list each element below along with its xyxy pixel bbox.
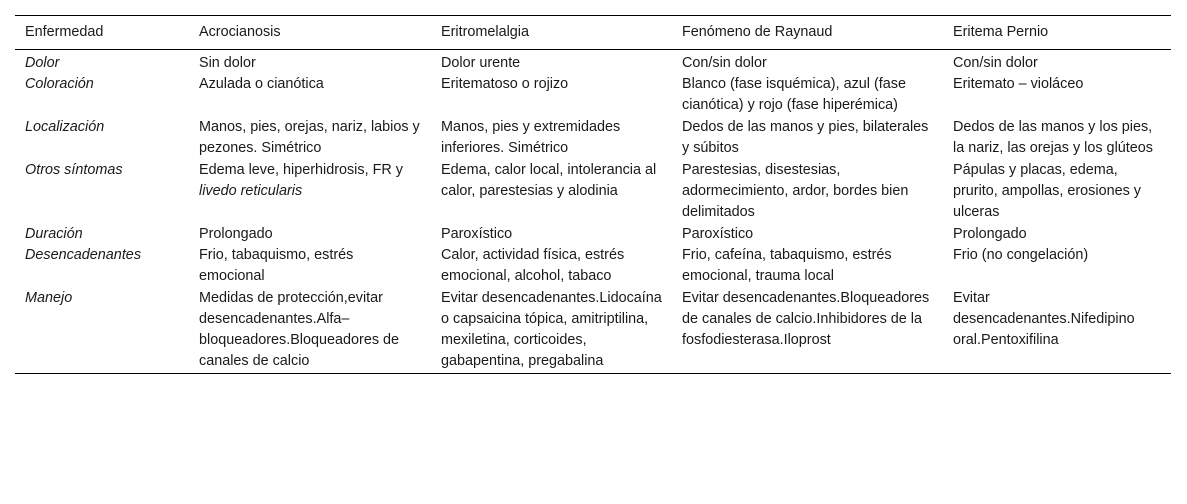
table-cell: Frio, tabaquismo, estrés emocional bbox=[199, 247, 354, 284]
table-cell: Con/sin dolor bbox=[682, 55, 767, 71]
table-cell: Prolongado bbox=[953, 226, 1027, 242]
table-cell: Dolor urente bbox=[441, 55, 521, 71]
row-label: Localización bbox=[25, 119, 105, 135]
row-label: Coloración bbox=[25, 76, 94, 92]
table-cell: Azulada o cianótica bbox=[199, 76, 324, 92]
table-row-duracion bbox=[15, 224, 1171, 245]
header-cell-raynaud: Fenómeno de Raynaud bbox=[682, 24, 833, 40]
table-row-manejo bbox=[15, 288, 1171, 374]
table-cell: Evitar desencadenantes.Nifedipino oral.Pentoxifilina bbox=[953, 290, 1135, 348]
table-cell: Manos, pies, orejas, nariz, labios y pezones. Simétrico bbox=[199, 119, 420, 156]
table-cell: Dedos de las manos y pies, bilaterales y súbitos bbox=[682, 119, 929, 156]
table-cell: Evitar desencadenantes.Lidocaína o capsaicina tópica, amitriptilina, mexiletina, corticoides, gabapentina, pregabalina bbox=[441, 290, 662, 369]
table-cell bbox=[189, 160, 431, 224]
table-row-coloracion bbox=[15, 74, 1171, 117]
cell-text: Edema leve, hiperhidrosis, FR y bbox=[199, 162, 403, 178]
table-cell: Blanco (fase isquémica), azul (fase cianótica) y rojo (fase hiperémica) bbox=[682, 76, 906, 113]
header-cell-enfermedad: Enfermedad bbox=[25, 24, 104, 40]
table-cell: Parestesias, disestesias, adormecimiento, ardor, bordes bien delimitados bbox=[682, 162, 909, 220]
header-cell-eritromelalgia: Eritromelalgia bbox=[441, 24, 529, 40]
table-cell: Sin dolor bbox=[199, 55, 256, 71]
table-cell: Evitar desencadenantes.Bloqueadores de canales de calcio.Inhibidores de la fosfodiesterasa.Iloprost bbox=[682, 290, 930, 348]
table-row-dolor bbox=[15, 50, 1171, 75]
cell-italic-text: livedo reticularis bbox=[199, 183, 303, 199]
header-cell-acrocianosis: Acrocianosis bbox=[199, 24, 281, 40]
table-cell: Frio, cafeína, tabaquismo, estrés emocional, trauma local bbox=[682, 247, 892, 284]
table-cell: Eritematoso o rojizo bbox=[441, 76, 569, 92]
row-label: Otros síntomas bbox=[25, 162, 123, 178]
table-cell: Dedos de las manos y los pies, la nariz, las orejas y los glúteos bbox=[953, 119, 1153, 156]
row-label: Manejo bbox=[25, 290, 73, 306]
table-cell: Calor, actividad física, estrés emocional, alcohol, tabaco bbox=[441, 247, 625, 284]
table-cell: Con/sin dolor bbox=[953, 55, 1038, 71]
table-cell: Paroxístico bbox=[682, 226, 754, 242]
comparison-table bbox=[15, 15, 1171, 374]
table-cell: Frio (no congelación) bbox=[953, 247, 1089, 263]
table-header-row bbox=[15, 16, 1171, 50]
table-row-otros-sintomas bbox=[15, 160, 1171, 224]
row-label: Dolor bbox=[25, 55, 60, 71]
table-cell: Pápulas y placas, edema, prurito, ampollas, erosiones y ulceras bbox=[953, 162, 1141, 220]
row-label: Desencadenantes bbox=[25, 247, 142, 263]
table-cell: Edema, calor local, intolerancia al calor, parestesias y alodinia bbox=[441, 162, 657, 199]
table-cell: Medidas de protección,evitar desencadenantes.Alfa–bloqueadores.Bloqueadores de canales de calcio bbox=[199, 290, 400, 369]
header-cell-eritema-pernio: Eritema Pernio bbox=[953, 24, 1049, 40]
table-cell: Prolongado bbox=[199, 226, 273, 242]
table-row-localizacion bbox=[15, 117, 1171, 160]
table-cell: Manos, pies y extremidades inferiores. Simétrico bbox=[441, 119, 621, 156]
table-cell: Eritemato – violáceo bbox=[953, 76, 1084, 92]
table-row-desencadenantes bbox=[15, 245, 1171, 288]
comparison-table-container bbox=[15, 15, 1171, 374]
row-label: Duración bbox=[25, 226, 83, 242]
table-cell: Paroxístico bbox=[441, 226, 513, 242]
